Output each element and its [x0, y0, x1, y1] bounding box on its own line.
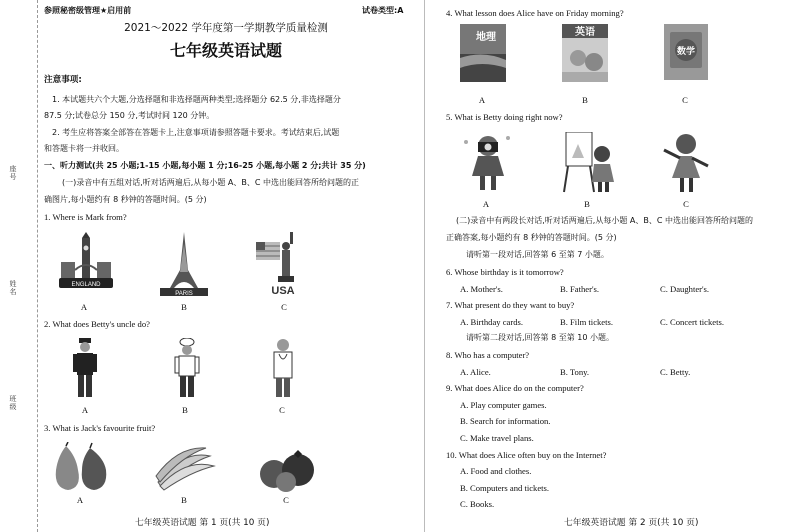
english-book-image [562, 24, 608, 82]
note-1a: 1. 本试题共六个大题,分选择题和非选择题两种类型;选择题分 62.5 分,非选择题分 [52, 95, 341, 104]
usa-landmark-image [254, 232, 312, 298]
right-page-footer: 七年级英语试题 第 2 页(共 10 页) [564, 518, 699, 528]
q6-option-a: A. Mother's. [460, 284, 503, 294]
q4-option-c: C [682, 95, 688, 105]
q3-option-a: A [76, 495, 84, 505]
q5-option-b: B [584, 199, 590, 209]
policeman-image [72, 338, 98, 400]
svg-text:PARIS: PARIS [175, 291, 193, 297]
svg-text:ENGLAND: ENGLAND [71, 282, 101, 288]
q7-option-b: B. Film tickets. [560, 317, 613, 327]
q1-option-a: A [80, 302, 88, 312]
question-4: 4. What lesson does Alice have on Friday morning? [446, 8, 624, 18]
question-9: 9. What does Alice do on the computer? [446, 383, 584, 393]
svg-text:地理: 地理 [476, 32, 496, 43]
part-2-instructions-a: (二)录音中有两段长对话,听对话两遍后,从每小题 A、B、C 中选出能回答所给问题的 [456, 216, 753, 225]
class-label: 班级 [9, 395, 17, 411]
left-page-footer: 七年级英语试题 第 1 页(共 10 页) [135, 518, 270, 528]
q9-option-a: A. Play computer games. [460, 400, 547, 410]
q1-option-c: C [281, 302, 287, 312]
q4-option-a: A [478, 95, 486, 105]
svg-text:数学: 数学 [676, 47, 696, 57]
q9-option-c: C. Make travel plans. [460, 433, 534, 443]
subject-title: 七年级英语试题 [169, 41, 282, 60]
math-book-image [664, 24, 708, 80]
bananas-image [152, 442, 216, 492]
girl-dancing-image [660, 132, 712, 194]
part-1-instructions-a: (一)录音中有五组对话,听对话两遍后,从每小题 A、B、C 中选出能回答所给问题的正 [62, 178, 359, 187]
q8-option-b: B. Tony. [560, 367, 590, 377]
question-3: 3. What is Jack's favourite fruit? [44, 423, 156, 433]
binding-margin [0, 0, 38, 532]
q8-option-a: A. Alice. [460, 367, 491, 377]
question-5: 5. What is Betty doing right now? [446, 112, 563, 122]
pears-image [48, 442, 110, 492]
seat-label: 座号 [9, 165, 17, 181]
dialog-2-instructions: 请听第二段对话,回答第 8 至第 10 小题。 [466, 333, 614, 342]
dialog-1-instructions: 请听第一段对话,回答第 6 至第 7 小题。 [466, 250, 609, 259]
question-2: 2. What does Betty's uncle do? [44, 319, 150, 329]
girl-drawing-picture-image [560, 132, 616, 194]
q6-option-c: C. Daughter's. [660, 284, 710, 294]
q2-option-c: C [279, 405, 285, 415]
q7-option-c: C. Concert tickets. [660, 317, 724, 327]
notes-heading: 注意事项: [44, 75, 82, 85]
q3-option-c: C [283, 495, 289, 505]
left-page [40, 0, 412, 532]
q9-option-b: B. Search for information. [460, 416, 551, 426]
question-7: 7. What present do they want to buy? [446, 300, 575, 310]
q5-option-c: C [683, 199, 689, 209]
question-10: 10. What does Alice often buy on the Internet? [446, 450, 607, 460]
england-landmark-image [55, 232, 117, 298]
q10-option-b: B. Computers and tickets. [460, 483, 550, 493]
question-1: 1. Where is Mark from? [44, 212, 127, 222]
note-2a: 2. 考生应将答案全部答在答题卡上,注意事项请参照答题卡要求。考试结束后,试题 [52, 128, 340, 137]
q3-option-b: B [181, 495, 187, 505]
q1-option-b: B [181, 302, 187, 312]
q7-option-a: A. Birthday cards. [460, 317, 524, 327]
geography-book-image [460, 24, 506, 82]
tomatoes-image [258, 446, 318, 492]
q10-option-a: A. Food and clothes. [460, 466, 532, 476]
question-6: 6. Whose birthday is it tomorrow? [446, 267, 564, 277]
q6-option-b: B. Father's. [560, 284, 600, 294]
svg-text:USA: USA [271, 285, 295, 297]
svg-text:英语: 英语 [575, 27, 595, 38]
question-8: 8. Who has a computer? [446, 350, 530, 360]
q5-option-a: A [482, 199, 490, 209]
q2-option-b: B [182, 405, 188, 415]
paper-type: 试卷类型:A [362, 6, 404, 15]
girl-taking-photo-image [460, 132, 514, 194]
note-1b: 87.5 分;试卷总分 150 分,考试时间 120 分钟。 [44, 111, 215, 120]
note-2b: 和答题卡将一并收回。 [44, 144, 124, 153]
doctor-image [270, 338, 296, 400]
confidential-label: 参照秘密级管理★启用前 [44, 6, 132, 15]
q8-option-c: C. Betty. [660, 367, 691, 377]
q4-option-b: B [582, 95, 588, 105]
q10-option-c: C. Books. [460, 499, 495, 509]
chef-image [174, 338, 200, 400]
right-page [442, 0, 790, 532]
page-divider [424, 0, 425, 532]
name-label: 姓名 [9, 280, 17, 296]
part-2-instructions-b: 正确答案,每小题约有 8 秒钟的答题时间。(5 分) [446, 233, 617, 242]
part-1-instructions-b: 确图片,每小题约有 8 秒钟的答题时间。(5 分) [44, 195, 207, 204]
paris-landmark-image [158, 232, 210, 298]
q2-option-a: A [81, 405, 89, 415]
exam-title: 2021～2022 学年度第一学期教学质量检测 [124, 22, 328, 34]
section-1-heading: 一、听力测试(共 25 小题;1-15 小题,每小题 1 分;16-25 小题,每小题 2 分;共计 35 分) [44, 161, 366, 170]
